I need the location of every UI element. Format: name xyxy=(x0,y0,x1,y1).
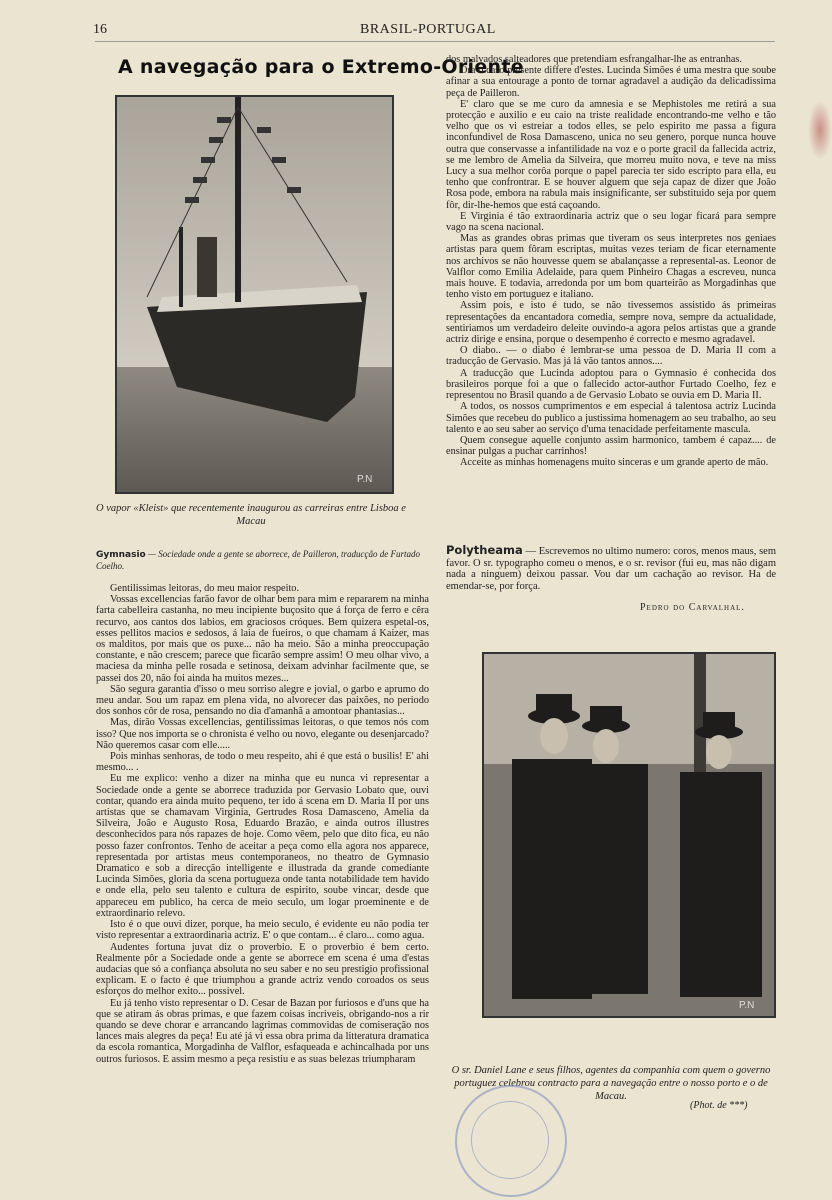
polytheama-note xyxy=(446,545,776,592)
steamship-photo xyxy=(115,95,394,494)
right-column-body xyxy=(446,54,776,469)
paragraph: E Virginia é tão extraordinaria actriz que o seu logar ficará para sempre vago na scena nacional. xyxy=(446,210,776,234)
paragraph: E' claro que se me curo da amnesia e se Mephistoles me retirá a sua protecção e auxilio e eu caio na triste realidade encontrando-me velho e tão velho que os vi estreiar a todos elles, se pelo espirito me passa a figura inconfundivel de Rosa Damasceno, unica no seu genero, porque nunca houve outra que conservasse a infantilidade na voz e o porte gracil da fallecida actriz, se me lembro de Amelia da Silveira, que morreu muito nova, e teve na miss Lucy a sua melhor corôa porque o papel parecia ter sido escripto para ella, eu tenho que confrontrar. E se houver alguem que seja capaz de dizer que João Rosa pode, embora na rabula mais insignificante, ser substituido seja por quem fôr, dir-lhe-hemos que está caçoando. xyxy=(446,98,776,211)
paragraph: Vossas excellencias farão favor de olhar bem para mim e repararem na minha farta cabelleira castanha, no meu incipiente buçosito que á força de ferro e cêra recurvo, aos cantos dos labios, em graciosos cróques. Bem quizera espetal-os, esses pellitos macios e sedosos, á laia de fueiros, o que chamam á Kaizer, mas os malditos, por mais que os puxe... não ha meio. São a minha preoccupação constante, e não crescem; parece que ficarão sempre assim! O meu olhar vivo, a maciesa da minha pelle rosada e setinosa, deixam advinhar facilmente que, se passei dos 20, não foi ainda ha muitos mezes... xyxy=(96,594,429,684)
photo-mark: P.N xyxy=(739,1000,755,1011)
section-subtitle: — Sociedade onde a gente se aborrece, de Pailleron, traducção de Furtado Coelho. xyxy=(96,549,421,571)
paragraph: Assim pois, e isto é tudo, se não tivessemos assistido ás primeiras representações da encantadora comedia, sempre nova, sempre da actualidade, sentiriamos um verdadeiro deleite ouvindo-a agora pelos artistas que a grande actriz dirige e ensina, porque o desempenho é correcto e mesmo agradavel. xyxy=(446,300,776,346)
portrait-illustration xyxy=(484,654,774,1016)
paragraph: Pois minhas senhoras, de todo o meu respeito, ahi é que está o busilis! E' ahi mesmo... . xyxy=(96,751,429,774)
paragraph: A traducção que Lucinda adoptou para o Gymnasio é conhecida dos brasileiros porque foi a que o fallecido actor-author Furtado Coelho, fez e representou no Brasil quando a de Gervasio Lobato se ouvia em D. Maria II. xyxy=(446,367,776,402)
paragraph: Audentes fortuna juvat diz o proverbio. E o proverbio é bem certo. Realmente pôr a Sociedade onde a gente se aborrece em scena é uma d'estas audacias que só a confiança absoluta no seu saber e no seu prestigio profissional explicam. E o facto é que triumphou a grande actriz vendo coroados os seus esforços do melhor exito... possivel. xyxy=(96,941,429,998)
steamship-caption: O vapor «Kleist» que recentemente inaugurou as carreiras entre Lisboa e Macau xyxy=(96,503,406,527)
photo-mark: P.N xyxy=(357,474,373,485)
paragraph: A todos, os nossos cumprimentos e em especial á talentosa actriz Lucinda Simões que recebeu do publico a justissima homenagem ao seu trabalho, ao seu talento e ao seu saber ao serviço d'uma tenacidade perfeitamente mascula. xyxy=(446,401,776,435)
page-number: 16 xyxy=(93,22,107,37)
paragraph: Mas as grandes obras primas que tiveram os seus interpretes nos geniaes artistas para quem fôram escriptas, muitas vezes teriam de ficar eternamente nos archivos se não houvesse quem se abalançasse a represental-as. Leonor de Valflor como Emilia Adelaide, para quem Pinheiro Chagas a escreveu, nunca mais houve. E todavia, arredonda por um bom quarteirão as Morgadinhas que tenho visto em portuguez e italiano. xyxy=(446,233,776,301)
steamship-illustration xyxy=(117,97,392,492)
paragraph: dos malvados salteadores que pretendiam esfrangalhar-lhe as entranhas. xyxy=(446,54,743,65)
paragraph: Gentilissimas leitoras, do meu maior respeito. xyxy=(110,583,300,594)
paragraph: O diabo.. — o diabo é lembrar-se uma pessoa de D. Maria II com a traducção de Gervasio. Mas já lá vão tantos annos.... xyxy=(446,345,776,368)
library-stamp xyxy=(455,1085,567,1197)
paragraph: Acceite as minhas homenagens muito sinceras e um grande aperto de mão. xyxy=(460,457,769,469)
paragraph: Mas, dirão Vossas excellencias, gentilissimas leitoras, o que temos nós com isso? Que nos importa se o chronista é velho ou novo, elegante ou desenjarcado? Não queremos casar com elle..... xyxy=(96,717,429,751)
polytheama-title: Polytheama xyxy=(446,543,523,557)
paragraph: Eu já tenho visto representar o D. Cesar de Bazan por furiosos e d'uns que ha que se atiram ás obras primas, e que fazem coisas incriveis, obrigando-nos a rir quando se deve chorar e arrancando lagrimas commovidas de comiseração nos lances mais alegres da peça! Eu até já vi essa obra prima da litteratura dramatica da escola romantica, Morgadinha de Valflor, esfaqueada e achincalhada por uns outros furiosos. E assim mesmo a peça resistiu e as suas belezas triumpharam xyxy=(96,997,429,1065)
left-column-body xyxy=(96,583,429,1065)
portrait-caption: O sr. Daniel Lane e seus filhos, agentes da companhia com quem o governo portuguez celebrou contracto para a navegação entre o nosso porto e o de Macau. xyxy=(451,1065,771,1102)
section-title: Gymnasio xyxy=(96,550,146,560)
group-portrait-photo xyxy=(482,652,776,1018)
ink-stain xyxy=(808,100,832,160)
photo-credit: (Phot. de ***) xyxy=(690,1100,748,1111)
running-title: BRASIL-PORTUGAL xyxy=(360,22,496,37)
polytheama-text: — Escrevemos no ultimo numero: coros, menos maus, sem favor. O sr. typographo comeu o menos, e o sr. revisor (fui eu, mas não digam nada a ninguem) deixou passar. Vou dar um cachação ao revisor. Ha de emendar-se, por força. xyxy=(446,546,776,592)
paragraph: Eu me explico: venho a dizer na minha que eu nunca vi representar a Sociedade onde a gente se aborrece traduzida por Gervasio Lobato que, ouvi contar, quando era ainda muito pequeno, ter ido á scena em D. Maria II por uns artistas que se chamavam Virginia, Gertrudes Rosa Damasceno, Amelia da Silveira, João e Augusto Rosa, Eduardo Brazão, e ainda outros illustres desconhecidos para nós rapazes de hoje. Como vêem, pelo que dito fica, eu não posso fazer confrontos. Tenho de aceitar a peça como ella agora nos apparece, representada por artistas meus contemporaneos, no theatro de Gymnasio Dramatico e sob a direcção intelligente e illustrada da grande comediante Lucinda Simões, gloria da scena portugueza onde tanta notabilidade tem havido e onde ella, pelo seu talento e cultura de espirito, soube vincar, desde que appareceu em publico, ha cerca de meio seculo, um logar proeminente e de extraordinario relevo. xyxy=(96,773,429,919)
paragraph: São segura garantia d'isso o meu sorriso alegre e jovial, o garbo e aprumo do meu andar. Sou um rapaz em plena vida, no alvorecer das paixões, no periodo dos sonhos côr de rosa, pensando no dia d'amanhã a amontoar phantasias... xyxy=(96,683,429,718)
paragraph: Quem consegue aquelle conjunto assim harmonico, tambem é capaz.... de ensinar pulgas a puchar carrinhos! xyxy=(446,434,776,458)
article-headline: A navegação para o Extremo-Oriente xyxy=(118,56,524,78)
header-rule xyxy=(95,41,775,42)
section-heading xyxy=(96,549,429,572)
paragraph: Isto é o que ouvi dizer, porque, ha meio seculo, é evidente eu não podia ter visto representar a extraordinaria actriz. E' o que contam... é claro... como agua. xyxy=(96,919,429,942)
page-header xyxy=(0,22,832,42)
author-signature: Pedro do Carvalhal. xyxy=(640,602,745,613)
paragraph: Ora o caso presente differe d'estes. Lucinda Simões é uma mestra que soube afinar a sua entourage a ponto de tornar agradavel a audição da delicadissima peça de Pailleron. xyxy=(446,65,776,99)
